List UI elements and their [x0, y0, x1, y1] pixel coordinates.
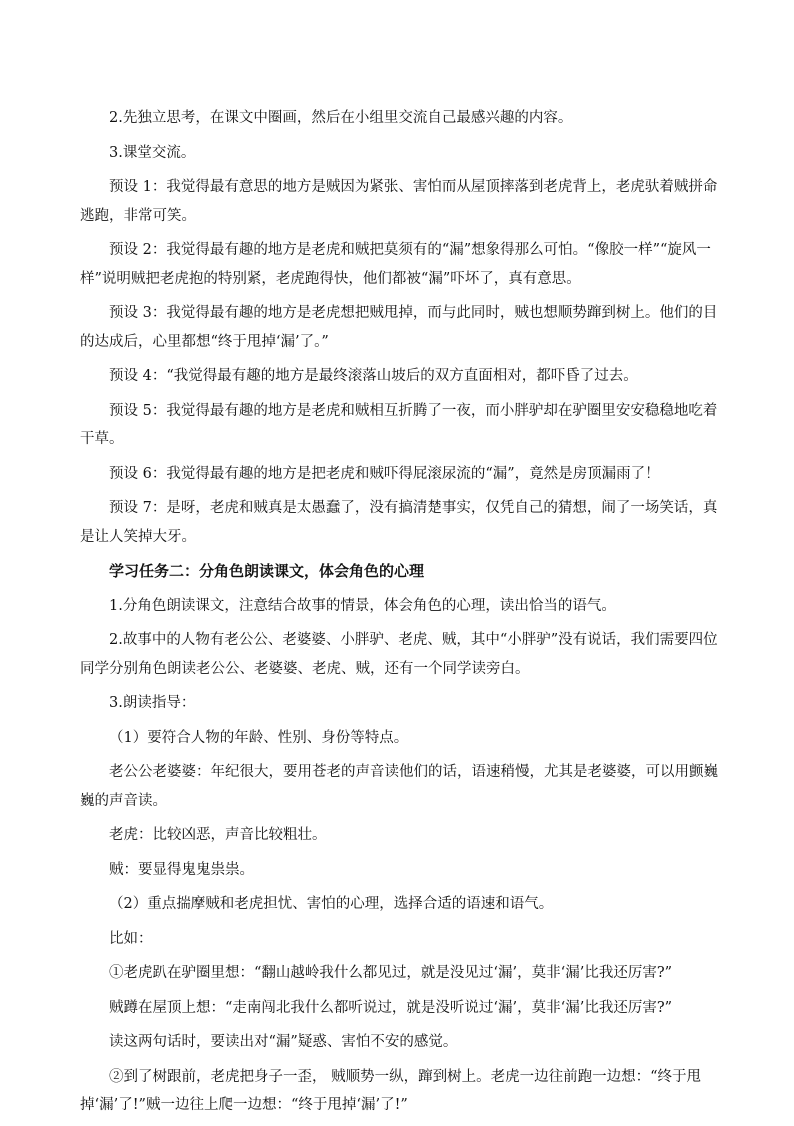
paragraph-task2-step-1: 1.分角色朗读课文，注意结合故事的情景，体会角色的心理，读出恰当的语气。: [109, 597, 616, 614]
paragraph-preset-2: 预设 2：我觉得最有趣的地方是老虎和贼把莫须有的“漏”想象得那么可怕。“像胶一样”“旋风一样”说明贼把老虎抱的特别紧，老虎跑得快，他们都被“漏”吓坏了，真有意思。: [80, 242, 711, 287]
paragraph-preset-6: 预设 6：我觉得最有趣的地方是把老虎和贼吓得屁滚尿流的“漏”，竟然是房顶漏雨了！: [109, 465, 660, 482]
paragraph-task2-step-2: 2.故事中的人物有老公公、老婆婆、小胖驴、老虎、贼，其中“小胖驴”没有说话，我们需要四位同学分别角色朗读老公公、老婆婆、老虎、贼，还有一个同学读旁白。: [80, 632, 718, 677]
paragraph-example-2: ②到了树跟前，老虎把身子一歪， 贼顺势一纵，蹿到树上。老虎一边往前跑一边想：“终于甩掉‘漏’了!”贼一边往上爬一边想：“终于甩掉‘漏’了!”: [80, 1068, 702, 1113]
paragraph-preset-3: 预设 3：我觉得最有趣的地方是老虎想把贼甩掉，而与此同时，贼也想顺势蹿到树上。他们的目的达成后，心里都想“终于甩掉‘漏’了。”: [80, 305, 718, 350]
paragraph-example-1-note: 读这两句话时，要读出对“漏”疑惑、害怕不安的感觉。: [109, 1034, 458, 1050]
paragraph-thief: 贼：要显得鬼鬼祟祟。: [109, 861, 254, 878]
document-body: [80, 104, 720, 1126]
paragraph-guide-1: （1）要符合人物的年龄、性别、身份等特点。: [109, 729, 409, 746]
paragraph-elderly-couple: 老公公老婆婆：年纪很大，要用苍老的声音读他们的话，语速稍慢，尤其是老婆婆，可以用颤巍巍的声音读。: [80, 764, 718, 809]
paragraph-tiger: 老虎：比较凶恶，声音比较粗壮。: [109, 827, 327, 843]
paragraph-guide-2: （2）重点揣摩贼和老虎担忧、害怕的心理，选择合适的语速和语气。: [109, 896, 554, 912]
paragraph-preset-4: 预设 4：“我觉得最有趣的地方是最终滚落山坡后的双方直面相对，都吓昏了过去。: [109, 368, 638, 384]
section-heading-task-2: 学习任务二：分角色朗读课文，体会角色的心理: [109, 562, 425, 580]
paragraph-step-3: 3.课堂交流。: [109, 144, 196, 161]
paragraph-preset-7: 预设 7：是呀，老虎和贼真是太愚蠢了，没有搞清楚事实，仅凭自己的猜想，闹了一场笑话，真是让人笑掉大牙。: [80, 500, 718, 545]
paragraph-example-1-tiger: ①老虎趴在驴圈里想：“翻山越岭我什么都见过，就是没见过‘漏’，莫非‘漏’比我还厉害?”: [109, 965, 673, 981]
paragraph-example-intro: 比如：: [109, 930, 153, 947]
paragraph-task2-step-3: 3.朗读指导：: [109, 695, 196, 711]
paragraph-preset-5: 预设 5：我觉得最有趣的地方是老虎和贼相互折腾了一夜，而小胖驴却在驴圈里安安稳稳地吃着干草。: [80, 402, 718, 447]
paragraph-example-1-thief: 贼蹲在屋顶上想：“走南闯北我什么都听说过，就是没听说过‘漏’，莫非‘漏’比我还厉害?”: [109, 999, 673, 1016]
paragraph-preset-1: 预设 1：我觉得最有意思的地方是贼因为紧张、害怕而从屋顶摔落到老虎背上，老虎驮着贼拼命逃跑，非常可笑。: [80, 179, 718, 224]
paragraph-step-2: 2.先独立思考，在课文中圈画，然后在小组里交流自己最感兴趣的内容。: [109, 110, 573, 126]
